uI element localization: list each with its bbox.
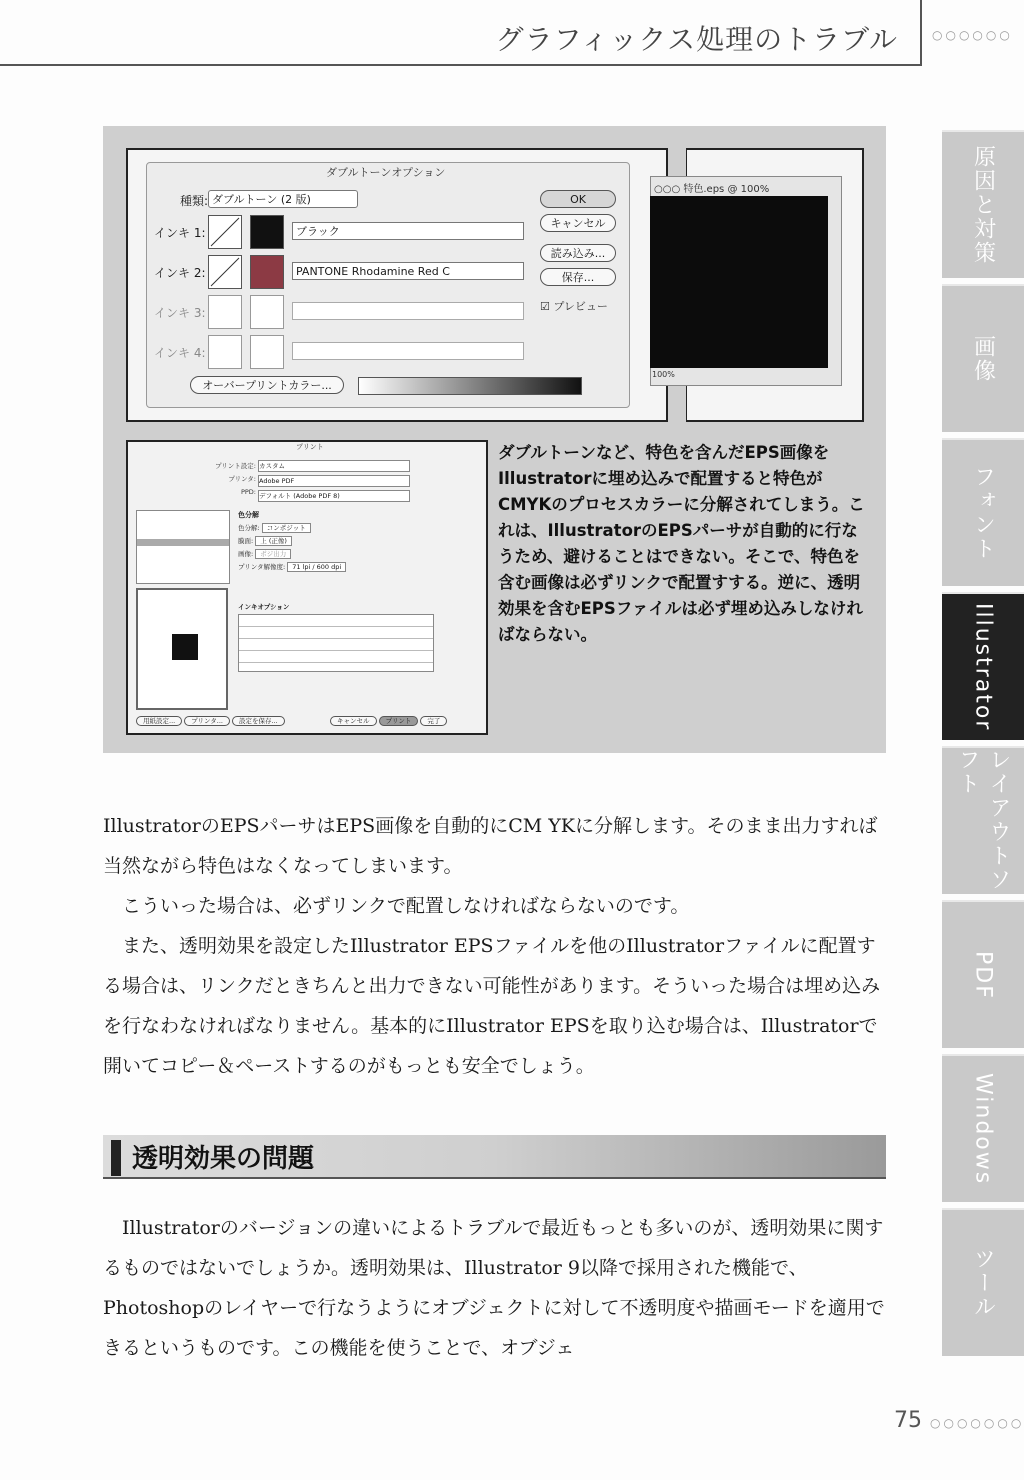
preset-select[interactable]: カスタム [258,460,410,472]
ink2-curve[interactable] [208,255,242,289]
resolution-row[interactable] [238,561,392,574]
image-label: 画像: [238,550,254,558]
ink3-label: インキ 3: [154,306,206,320]
table-row[interactable] [239,615,433,627]
page-number: 75 [894,1408,922,1433]
ink1-swatch[interactable] [250,215,284,249]
emulsion-label: 膜面: [238,537,254,545]
print-dialog-title: プリント [296,443,324,451]
ink3-swatch[interactable] [250,295,284,329]
tab-image: 画像 [942,284,1024,432]
tab-windows: Windows [942,1054,1024,1202]
printer-button[interactable]: プリンタ... [184,716,230,726]
doc-window-titlebar [654,180,769,195]
print-cancel-button[interactable]: キャンセル [330,716,377,726]
doc-window-title: 特色.eps @ 100% [683,184,770,195]
type-select[interactable]: ダブルトーン (2 版) [208,190,358,208]
tab-font: フォント [942,438,1024,586]
paragraph: IllustratorのEPSパーサはEPS画像を自動的にCM YKに分解します。そのまま出力すれば当然ながら特色はなくなってしまいます。 [103,815,878,877]
section-heading-marker [111,1140,121,1176]
ink2-name-field[interactable]: PANTONE Rhodamine Red C [292,262,524,280]
print-footer-left [136,716,285,726]
preview-object [172,634,198,660]
doc-canvas[interactable] [650,196,828,368]
preset-label: プリント設定: [215,462,256,470]
tab-layout: レイアウトソフト [942,746,1024,894]
tab-pdf: PDF [942,900,1024,1048]
header-rule [0,64,922,66]
print-category-list[interactable] [136,510,230,584]
print-button[interactable]: プリント [379,716,419,726]
tab-cause: 原因と対策 [942,130,1024,278]
separations-heading: 色分解 [238,511,259,519]
table-row[interactable] [239,651,433,663]
body-section-2 [103,1208,888,1368]
ink-options-heading: インキオプション [238,603,290,611]
separation-options [238,522,392,574]
ink4-curve[interactable] [208,335,242,369]
ink1-curve[interactable] [208,215,242,249]
print-labels [206,460,256,499]
header-divider [920,0,922,66]
type-label: 種類: [180,194,209,208]
cancel-button[interactable]: キャンセル [540,214,616,232]
tab-tools: ツール [942,1208,1024,1356]
ink1-label: インキ 1: [154,226,206,240]
page-setup-button[interactable]: 用紙設定... [136,716,182,726]
printer-label: プリンタ: [228,475,256,483]
ink2-label: インキ 2: [154,266,206,280]
gradient-ramp [358,377,582,395]
ppd-label: PPD: [240,488,256,496]
overprint-button[interactable]: オーバープリントカラー... [190,376,344,394]
print-preview [136,588,228,710]
ink4-name-field[interactable] [292,342,524,360]
image-row[interactable] [238,548,392,561]
ink4-swatch[interactable] [250,335,284,369]
image-select[interactable]: ポジ出力 [255,549,291,559]
ink3-name-field[interactable] [292,302,524,320]
paragraph: また、透明効果を設定したIllustrator EPSファイルを他のIllustratorファイルに配置する場合は、リンクだときちんと出力できない可能性があります。そういった場合は埋め込みを行なわなければなりません。基本的にIllustrator EPSを取り込む場合は、Illustratorで開いてコピー＆ペーストするのがもっとも安全でしょう。 [103,935,881,1077]
paragraph: こういった場合は、必ずリンクで配置しなければならないのです。 [122,895,690,917]
running-header-title: グラフィックス処理のトラブル [495,23,898,56]
preview-checkbox[interactable] [540,298,608,314]
emulsion-select[interactable]: 上 (正像) [255,536,292,546]
header-dots: ○○○○○○ [932,28,1013,42]
ink4-label: インキ 4: [154,346,206,360]
done-button[interactable]: 完了 [420,716,447,726]
table-row[interactable] [239,639,433,651]
ink3-curve[interactable] [208,295,242,329]
ppd-select[interactable]: デフォルト (Adobe PDF 8) [258,490,410,502]
save-settings-button[interactable]: 設定を保存... [232,716,285,726]
print-footer-right [330,716,447,726]
resolution-select[interactable]: 71 lpi / 600 dpi [287,562,346,572]
window-buttons-icon[interactable]: ○○○ [654,184,681,195]
ink-options-table[interactable] [238,614,434,672]
section-heading: 透明効果の問題 [132,1144,315,1174]
print-values [258,460,410,502]
preview-label: プレビュー [553,300,608,313]
body-section-1 [103,806,888,1086]
mode-select[interactable]: コンポジット [262,523,311,533]
checkbox-icon: ☑ [540,300,550,313]
chapter-tabs [942,130,1024,1362]
load-button[interactable]: 読み込み... [540,244,616,262]
table-row[interactable] [239,627,433,639]
save-button[interactable]: 保存... [540,268,616,286]
resolution-label: プリンタ解像度: [238,563,286,571]
mode-label: 色分解: [238,524,260,532]
paragraph: Illustratorのバージョンの違いによるトラブルで最近もっとも多いのが、透明効果に関するものではないでしょうか。透明効果は、Illustrator 9以降で採用された機能で、Photoshopのレイヤーで行なうようにオブジェクトに対して不透明度や描画モードを適用できるというものです。この機能を使うことで、オブジェ [103,1217,885,1359]
emulsion-row[interactable] [238,535,392,548]
zoom-readout: 100% [652,370,675,379]
printer-select[interactable]: Adobe PDF [258,475,410,487]
ink2-swatch[interactable] [250,255,284,289]
selected-category[interactable] [137,539,229,546]
mode-row[interactable] [238,522,392,535]
duotone-dialog-title: ダブルトーンオプション [326,166,446,179]
ink1-name-field[interactable]: ブラック [292,222,524,240]
tab-illustrator: Illustrator [942,592,1024,740]
ok-button[interactable]: OK [540,190,616,208]
footer-dots: ○○○○○○○ [930,1416,1024,1430]
figure-caption: ダブルトーンなど、特色を含んだEPS画像をIllustratorに埋め込みで配置すると特色がCMYKのプロセスカラーに分解されてしまう。これは、IllustratorのEPSパーサが自動的に行なうため、避けることはできない。そこで、特色を含む画像は必ずリンクで配置すする。逆に、透明効果を含むEPSファイルは必ず埋め込みしなければならない。 [498,443,865,644]
